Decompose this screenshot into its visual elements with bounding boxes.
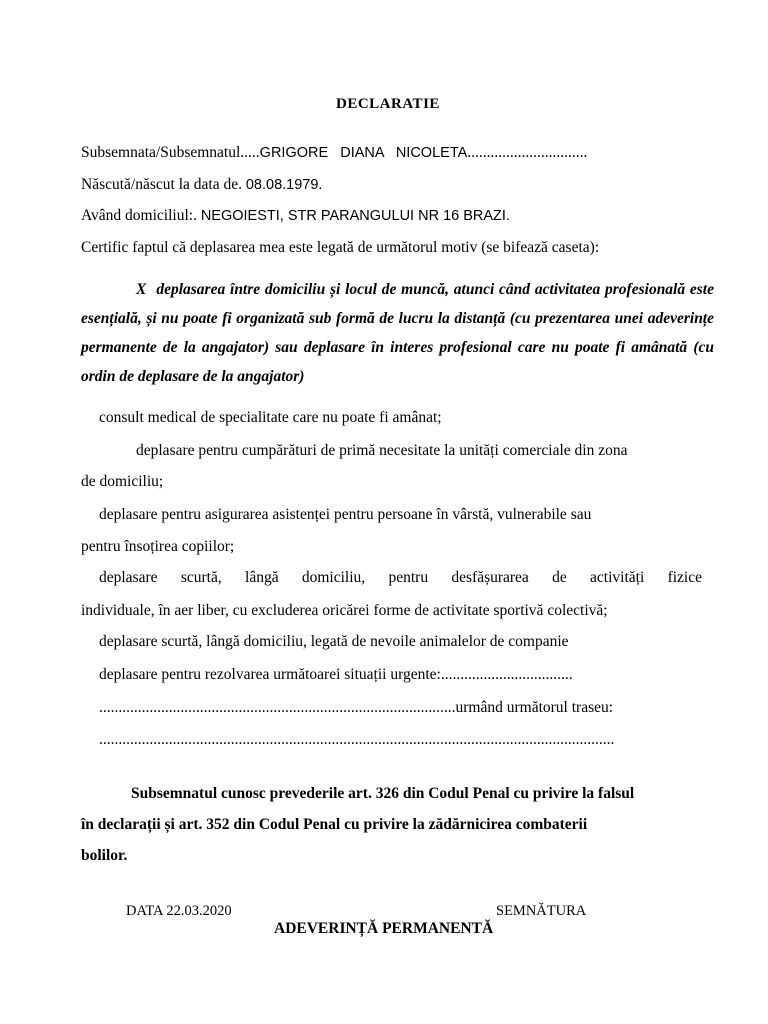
subsemnatul-line (81, 143, 587, 163)
subsemnatul-name: GRIGORE DIANA NICOLETA (259, 145, 468, 161)
document-title: DECLARATIE (336, 96, 440, 112)
checkbox-x-mark: X (136, 281, 147, 298)
subsemnatul-label: Subsemnata/Subsemnatul..... (81, 144, 260, 161)
semnatura-label: SEMNĂTURA (496, 903, 587, 919)
penal-line1: Subsemnatul cunosc prevederile art. 326 din Codul Penal cu privire la falsul (131, 785, 635, 802)
subsemnatul-trail: ............................... (467, 144, 588, 161)
nascut-label: Născută/născut la data de. (81, 176, 246, 193)
nascut-line (81, 175, 322, 195)
option-dotted-line: ..................................................................................................................................... (99, 731, 615, 748)
nascut-value: 08.08.1979. (245, 177, 323, 193)
domiciliu-label: Având domiciliul:. (81, 207, 201, 224)
option-cumparaturi-line1: deplasare pentru cumpărături de primă necesitate la unități comerciale din zona (136, 442, 628, 459)
data-label: DATA 22.03.2020 (126, 903, 232, 919)
domiciliu-value: NEGOIESTI, STR PARANGULUI NR 16 BRAZI. (200, 208, 510, 224)
option-cumparaturi-line2: de domiciliu; (81, 473, 164, 490)
footer-title: ADEVERINȚĂ PERMANENTĂ (274, 920, 494, 937)
option-urgente: deplasare pentru rezolvarea următoarei situații urgente:.................................. (99, 666, 573, 683)
option-fizice-line1: deplasare scurtă, lângă domiciliu, pentru desfășurarea de activități fizice (99, 569, 702, 586)
certific-line: Certific faptul că deplasarea mea este legată de următorul motiv (se bifează caseta): (81, 239, 600, 256)
option-consult: consult medical de specialitate care nu poate fi amânat; (99, 409, 442, 426)
option-asistenta-line1: deplasare pentru asigurarea asistenței pentru persoane în vârstă, vulnerabile sau (99, 506, 592, 523)
option-asistenta-line2: pentru însoțirea copiilor; (81, 538, 235, 555)
selected-option-paragraph (81, 275, 714, 391)
penal-line3: bolilor. (81, 847, 128, 864)
selected-option-text: deplasarea între domiciliu și locul de muncă, atunci când activitatea profesională este esențială, și nu poate fi organizată sub formă de lucru la distanță (cu prezentarea unei adeverințe permanente de la angajator) sau deplasare în interes profesional care nu poate fi amânată (cu ordin de deplasare de la angajator) (81, 281, 714, 385)
domiciliu-line (81, 206, 510, 226)
option-traseu: ............................................................................................urmând următorul traseu: (99, 699, 614, 716)
option-fizice-line2: individuale, în aer liber, cu excluderea oricărei forme de activitate sportivă colectivă; (81, 602, 608, 619)
penal-line2: în declarații și art. 352 din Codul Penal cu privire la zădărnicirea combaterii (81, 816, 588, 833)
option-animale: deplasare scurtă, lângă domiciliu, legată de nevoile animalelor de companie (99, 633, 569, 650)
